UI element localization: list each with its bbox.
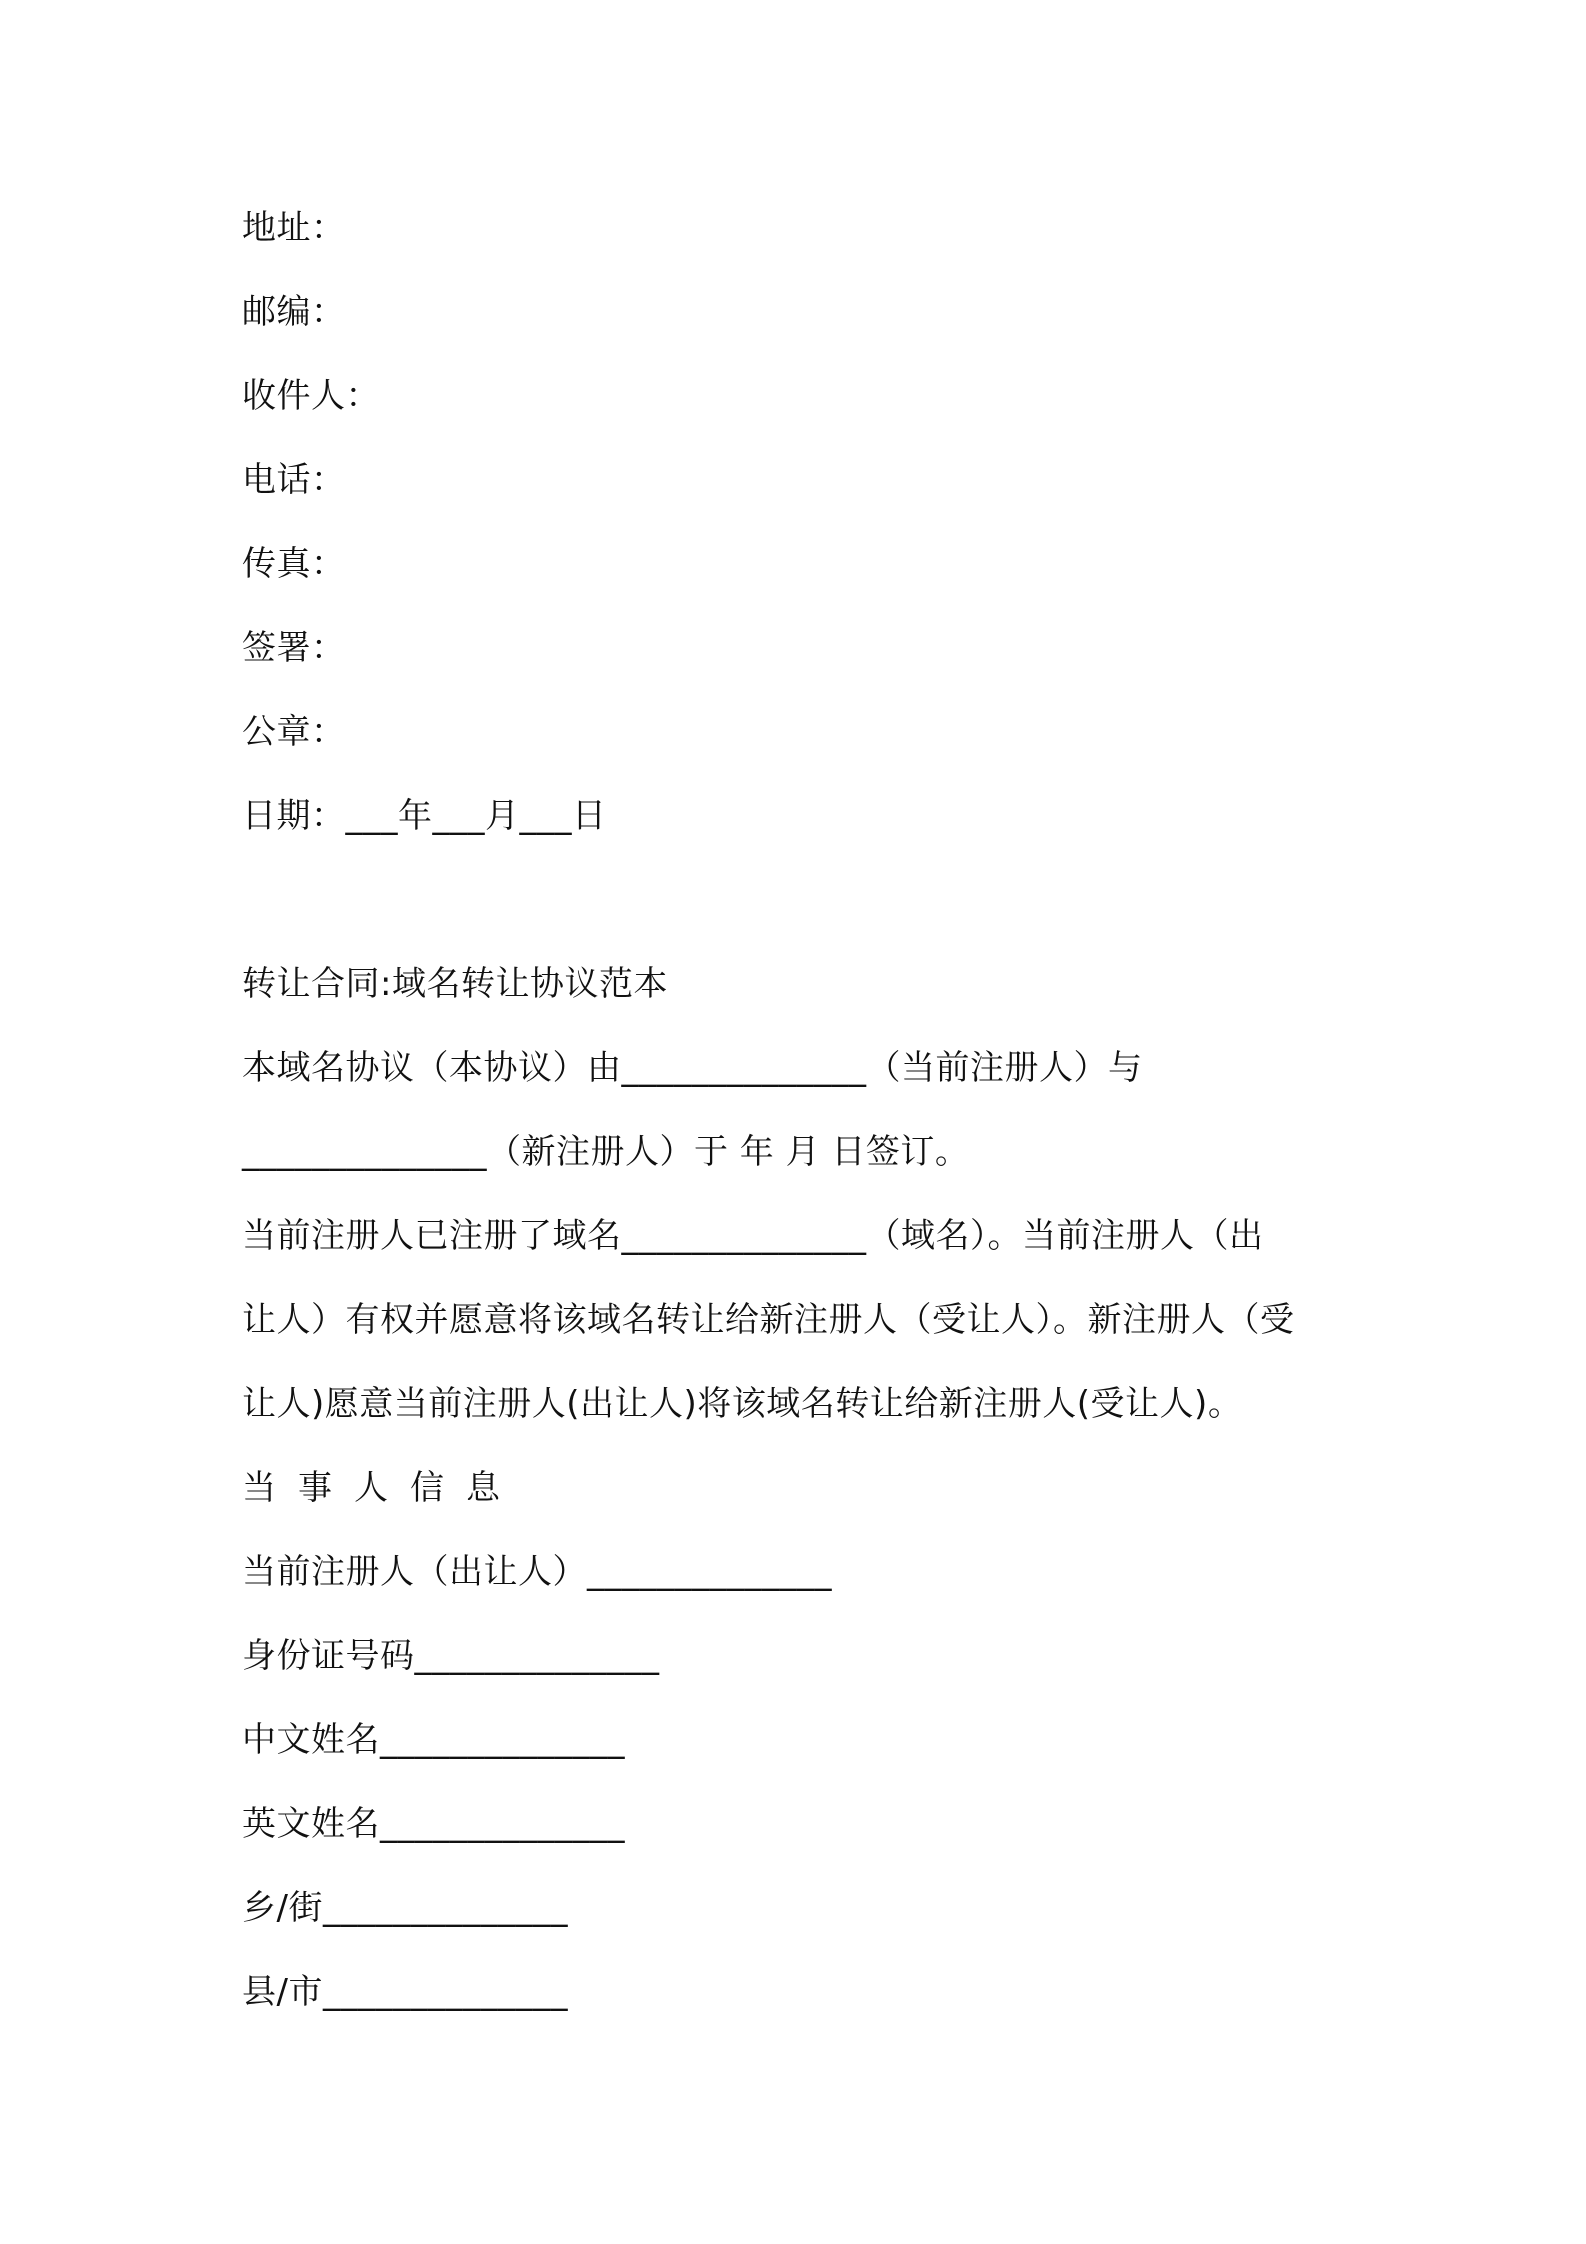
agreement-line-5: 让人)愿意当前注册人(出让人)将该域名转让给新注册人(受让人)。: [242, 1384, 1243, 1424]
date-line: 日期：___年___月___日: [242, 796, 607, 836]
signature-label: 签署：: [242, 628, 346, 668]
field-township-street: 乡/街______________: [242, 1888, 568, 1928]
agreement-line-4: 让人）有权并愿意将该域名转让给新注册人（受让人）。新注册人（受: [242, 1300, 1295, 1340]
agreement-line-2: ______________（新注册人）于 年 月 日签订。: [242, 1132, 970, 1172]
seal-label: 公章：: [242, 712, 346, 752]
field-current-registrant: 当前注册人（出让人）______________: [242, 1552, 832, 1592]
field-english-name: 英文姓名______________: [242, 1804, 625, 1844]
field-id-number: 身份证号码______________: [242, 1636, 660, 1676]
party-info-heading: 当事人信息: [242, 1468, 522, 1508]
agreement-line-1: 本域名协议（本协议）由______________（当前注册人）与: [242, 1048, 1143, 1088]
field-chinese-name: 中文姓名______________: [242, 1720, 625, 1760]
section-title: 转让合同:域名转让协议范本: [242, 964, 668, 1004]
agreement-line-3: 当前注册人已注册了域名______________（域名）。当前注册人（出: [242, 1216, 1264, 1256]
address-label: 地址：: [242, 208, 346, 248]
fax-label: 传真：: [242, 544, 346, 584]
postcode-label: 邮编：: [242, 292, 346, 332]
recipient-label: 收件人：: [242, 376, 380, 416]
phone-label: 电话：: [242, 460, 346, 500]
field-county-city: 县/市______________: [242, 1972, 568, 2012]
